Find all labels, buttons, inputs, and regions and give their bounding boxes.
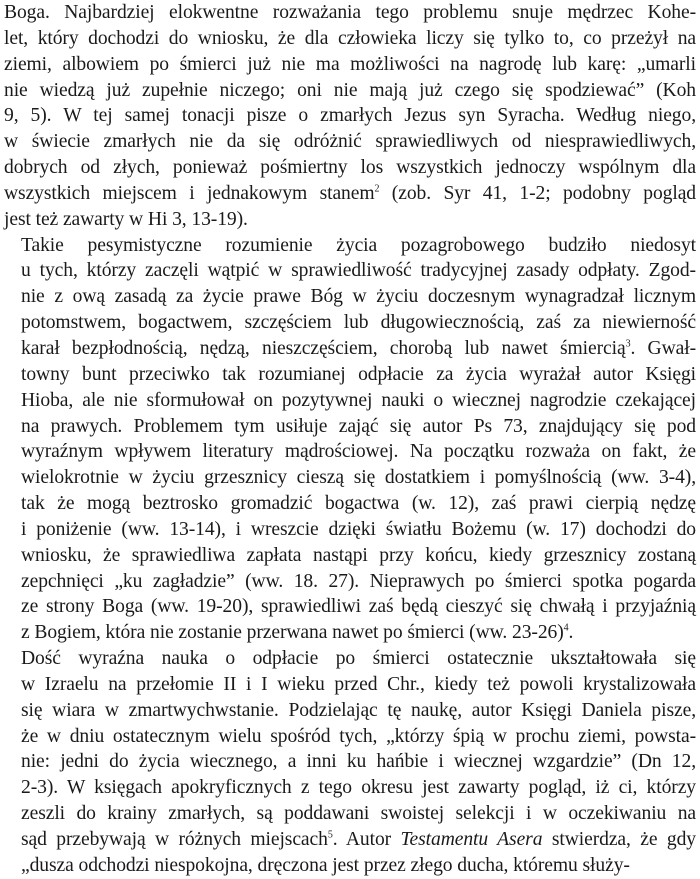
text-run: się wiara w zmartwychwstanie. Podzielając tę naukę, autor Księgi Daniela pisze, [21, 699, 696, 721]
text-run: . Gwał- [630, 337, 697, 359]
footnote-marker: 3 [625, 338, 631, 350]
text-run: Dość wyraźna nauka o odpłacie po śmierci ostatecznie ukształtowała się [21, 648, 696, 670]
text-line [4, 207, 696, 233]
text-run: 2-3). W księgach apokryficznych z tego okresu jest zawarty pogląd, iż ci, którzy [21, 777, 696, 799]
text-line [4, 258, 696, 284]
text-run: 9, 5). W tej samej tonacji pisze o zmarłych Jezus syn Syracha. Według niego, [4, 105, 696, 127]
paragraph [4, 646, 696, 879]
text-run: ziemi, albowiem po śmierci już nie ma możliwości na nagrodę lub karę: „umarli [4, 53, 696, 75]
text-line [4, 465, 696, 491]
text-run: . [568, 622, 574, 644]
text-run: z Bogiem, która nie zostanie przerwana nawet po śmierci (ww. 23-26) [21, 622, 564, 644]
text-line [4, 362, 696, 388]
text-line [4, 801, 696, 827]
text-run: stwierdza, że gdy [542, 829, 697, 850]
text-line [4, 414, 696, 440]
text-line [4, 78, 696, 104]
text-run: nie wiedzą już zupełnie niczego; oni nie mają już czego się spodziewać” (Koh [4, 79, 696, 101]
text-run: nie: jedni do życia wiecznego, a inni ku hańbie i wiecznej wzgardzie” (Dn 12, [21, 751, 696, 773]
text-line [4, 543, 696, 569]
text-line [4, 775, 696, 801]
text-run: (zob. Syr 41, 1-2; podobny pogląd [379, 182, 696, 204]
text-run: dobrych od złych, ponieważ pośmiertny los wszystkich jednoczy wspólnym dla [4, 157, 696, 179]
text-run: . Autor [332, 829, 401, 850]
text-run: zepchnięci „ku zagładzie” (ww. 18. 27). Nieprawych po śmierci spotka pogarda [21, 570, 696, 592]
text-run: i poniżenie (ww. 13-14), i wreszcie dzięki światłu Bożemu (w. 17) dochodzi do [21, 518, 696, 540]
text-run: wyraźnym wpływem literatury mądrościowej. Na początku rozważa on fakt, że [21, 441, 696, 463]
text-run: nie z ową zasadą za życie prawe Bóg w życiu doczesnym wynagradzał licznym [21, 286, 696, 308]
text-line [4, 310, 696, 336]
text-line [4, 749, 696, 775]
text-line [4, 155, 696, 181]
text-run: ze strony Boga (ww. 19-20), sprawiedliwi zaś będą cieszyć się chwałą i przyjaźnią [21, 596, 696, 618]
text-line [4, 26, 696, 52]
text-run: na prawych. Problemem tym usiłuje zająć się autor Ps 73, znajdujący się pod [21, 415, 696, 437]
text-run: zeszli do krainy zmarłych, są poddawani swoistej selekcji i w oczekiwaniu na [21, 803, 696, 825]
document-page [4, 0, 697, 876]
text-line [4, 672, 696, 698]
text-line [4, 336, 696, 362]
text-run: u tych, którzy zaczęli wątpić w sprawiedliwość tradycyjnej zasady odpłaty. Zgod- [21, 260, 696, 282]
text-run: let, który dochodzi do wniosku, że dla człowieka liczy się tylko to, co przeżył na [4, 27, 696, 49]
text-line [4, 646, 696, 672]
text-run: Hioba, ale nie sformułował on pozytywnej nauki o wiecznej nagrodzie czekającej [21, 389, 696, 411]
text-run: sąd przebywają w różnych miejscach [21, 829, 328, 850]
text-line [4, 594, 696, 620]
text-line [4, 724, 696, 750]
text-run: że w dniu ostatecznym wielu spośród tych, „którzy śpią w prochu ziemi, powsta- [21, 725, 696, 747]
paragraph [4, 0, 696, 233]
text-line [4, 853, 696, 879]
footnote-marker: 4 [563, 622, 569, 634]
text-run: w Izraelu na przełomie II i I wieku przed Chr., kiedy też powoli krystalizowała [21, 673, 696, 695]
text-line [4, 698, 696, 724]
text-line [4, 129, 696, 155]
text-line [4, 827, 696, 853]
text-line [4, 439, 696, 465]
text-line [4, 103, 696, 129]
footnote-marker: 2 [374, 183, 380, 195]
text-line [4, 0, 696, 26]
text-run: w świecie zmarłych nie da się odróżnić sprawiedliwych od niesprawiedliwych, [4, 131, 696, 153]
text-line [4, 233, 696, 259]
text-run: jest też zawarty w Hi 3, 13-19). [4, 208, 248, 230]
text-line [4, 388, 696, 414]
text-run: potomstwem, bogactwem, szczęściem lub długowiecznością, zaś za niewierność [21, 312, 696, 334]
text-line [4, 491, 696, 517]
text-run: wniosku, że sprawiedliwa zapłata nastąpi przy końcu, kiedy grzesznicy zostaną [21, 544, 696, 566]
text-run: wielokrotnie w życiu grzesznicy cieszą się dostatkiem i pomyślnością (ww. 3-4), [21, 467, 696, 489]
text-run: towny bunt przeciwko tak rozumianej odpłacie za życia wyrażał autor Księgi [21, 363, 696, 385]
italic-title: Testamentu Asera [400, 829, 543, 850]
text-run: tak że mogą beztrosko gromadzić bogactwa (w. 12), zaś prawi cierpią nędzę [21, 493, 696, 515]
text-line [4, 181, 696, 207]
text-run: wszystkich miejscem i jednakowym stanem [4, 182, 375, 204]
text-run: karał bezpłodnością, nędzą, nieszczęściem, chorobą lub nawet śmiercią [21, 337, 626, 359]
text-line [4, 52, 696, 78]
text-run: Boga. Najbardziej elokwentne rozważania tego problemu snuje mędrzec Kohe- [4, 2, 696, 23]
text-line [4, 620, 696, 646]
footnote-marker: 5 [327, 829, 333, 841]
text-line [4, 569, 696, 595]
text-run: „dusza odchodzi niespokojna, dręczona jest przez złego ducha, któremu służy- [21, 854, 630, 876]
text-line [4, 517, 696, 543]
paragraph [4, 233, 696, 647]
text-line [4, 284, 696, 310]
text-run: Takie pesymistyczne rozumienie życia pozagrobowego budziło niedosyt [21, 234, 696, 256]
